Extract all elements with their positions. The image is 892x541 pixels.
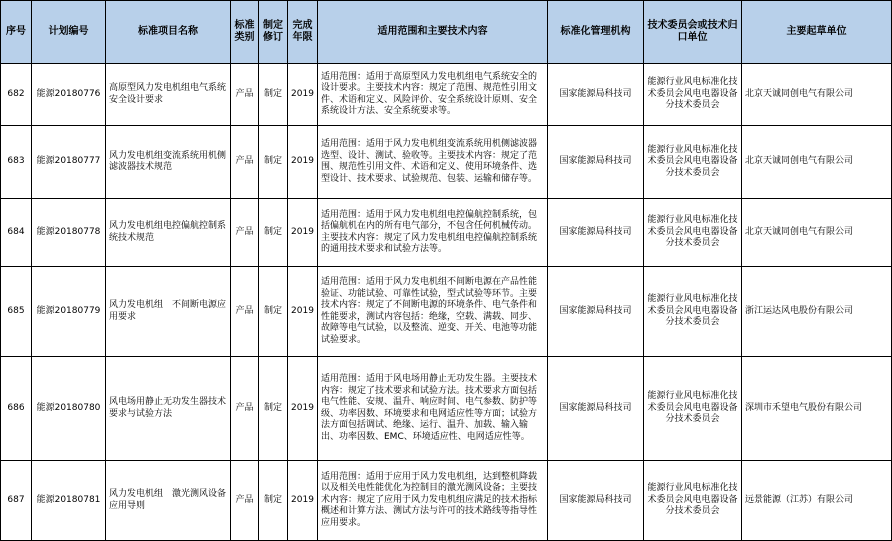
cell-scope: 适用范围：适用于风电场用静止无功发生器。主要技术内容：规定了技术要求和试验方法。技术要求方面包括电气性能、安规、温升、响应时间、电气参数、防护等级、功率因数、环境要求和电网适应性等方面；试验方法方面包括调试、绝缘、运行、温升、加载、输入输出、功率因数、EMC、环境适应性、电网适应性等。 [318, 357, 548, 461]
cell-authority: 国家能源局科技司 [548, 267, 644, 357]
table-row [1, 64, 892, 126]
cell-completion-year: 2019 [288, 126, 318, 199]
cell-seq: 685 [1, 267, 32, 357]
header-row [1, 1, 892, 64]
header-category: 标准类别 [231, 1, 259, 64]
cell-scope: 适用范围：适用于风力发电机组变流系统用机侧滤波器选型、设计、测试、验收等。主要技术内容：规定了范围、规范性引用文件、术语和定义、使用环境条件、选型设计、技术要求、试验规范、包装、运输和储存等。 [318, 126, 548, 199]
cell-plan-no: 能源20180781 [32, 461, 106, 541]
cell-project-name: 高原型风力发电机组电气系统安全设计要求 [106, 64, 231, 126]
table-row [1, 461, 892, 541]
cell-authority: 国家能源局科技司 [548, 461, 644, 541]
table-row [1, 199, 892, 267]
cell-project-name: 风力发电机组变流系统用机侧滤波器技术规范 [106, 126, 231, 199]
cell-category: 产品 [231, 126, 259, 199]
cell-completion-year: 2019 [288, 199, 318, 267]
cell-plan-no: 能源20180780 [32, 357, 106, 461]
cell-scope: 适用范围：适用于应用于风力发电机组，达到整机降载以及相关电性能优化为控制目的激光测风设备；主要技术内容：规定了应用于风力发电机组应满足的技术指标概述和计算方法、测试方法与许可的技术路线等指导性应用要求。 [318, 461, 548, 541]
header-scope: 适用范围和主要技术内容 [318, 1, 548, 64]
cell-drafter: 北京天诚同创电气有限公司 [742, 199, 892, 267]
table-row [1, 357, 892, 461]
cell-plan-no: 能源20180779 [32, 267, 106, 357]
header-authority: 标准化管理机构 [548, 1, 644, 64]
cell-seq: 686 [1, 357, 32, 461]
cell-authority: 国家能源局科技司 [548, 199, 644, 267]
cell-revision-type: 制定 [259, 267, 288, 357]
cell-category: 产品 [231, 267, 259, 357]
cell-project-name: 风力发电机组 激光测风设备 应用导则 [106, 461, 231, 541]
cell-committee: 能源行业风电标准化技术委员会风电电器设备分技术委员会 [644, 126, 742, 199]
cell-authority: 国家能源局科技司 [548, 126, 644, 199]
cell-category: 产品 [231, 461, 259, 541]
cell-authority: 国家能源局科技司 [548, 357, 644, 461]
cell-revision-type: 制定 [259, 357, 288, 461]
cell-seq: 687 [1, 461, 32, 541]
cell-project-name: 风力发电机组 不间断电源应用要求 [106, 267, 231, 357]
cell-revision-type: 制定 [259, 126, 288, 199]
header-plan-no: 计划编号 [32, 1, 106, 64]
header-project-name: 标准项目名称 [106, 1, 231, 64]
header-drafter: 主要起草单位 [742, 1, 892, 64]
cell-committee: 能源行业风电标准化技术委员会风电电器设备分技术委员会 [644, 199, 742, 267]
cell-drafter: 远景能源（江苏）有限公司 [742, 461, 892, 541]
cell-drafter: 北京天诚同创电气有限公司 [742, 126, 892, 199]
table-row [1, 126, 892, 199]
header-completion-year: 完成年限 [288, 1, 318, 64]
cell-completion-year: 2019 [288, 64, 318, 126]
cell-completion-year: 2019 [288, 461, 318, 541]
cell-revision-type: 制定 [259, 461, 288, 541]
cell-seq: 683 [1, 126, 32, 199]
cell-scope: 适用范围：适用于高原型风力发电机组电气系统安全的设计要求。主要技术内容：规定了范围、规范性引用文件、术语和定义、风险评价、安全系统设计原则、安全系统设计方法、安全系统要求等。 [318, 64, 548, 126]
cell-committee: 能源行业风电标准化技术委员会风电电器设备分技术委员会 [644, 267, 742, 357]
cell-category: 产品 [231, 357, 259, 461]
cell-drafter: 北京天诚同创电气有限公司 [742, 64, 892, 126]
cell-project-name: 风电场用静止无功发生器技术要求与试验方法 [106, 357, 231, 461]
table-row [1, 267, 892, 357]
cell-drafter: 浙江运达风电股份有限公司 [742, 267, 892, 357]
cell-drafter: 深圳市禾望电气股份有限公司 [742, 357, 892, 461]
cell-plan-no: 能源20180776 [32, 64, 106, 126]
header-seq: 序号 [1, 1, 32, 64]
cell-category: 产品 [231, 64, 259, 126]
cell-committee: 能源行业风电标准化技术委员会风电电器设备分技术委员会 [644, 64, 742, 126]
cell-committee: 能源行业风电标准化技术委员会风电电器设备分技术委员会 [644, 357, 742, 461]
cell-committee: 能源行业风电标准化技术委员会风电电器设备分技术委员会 [644, 461, 742, 541]
cell-authority: 国家能源局科技司 [548, 64, 644, 126]
cell-scope: 适用范围：适用于风力发电机组电控偏航控制系统，包括偏航机在内的所有电气部分，不包含任何机械传动。主要技术内容：规定了风力发电机组电控偏航控制系统的通用技术要求和试验方法等。 [318, 199, 548, 267]
cell-scope: 适用范围：适用于风力发电机组不间断电源在产品性能验证、功能试验、可靠性试验，型式试验等环节。主要技术内容：规定了不间断电源的环境条件、电气条件和性能要求，测试内容包括：绝缘，空载、满载、同步、故障等电气试验，以及整流、逆变、开关、电池等功能试验要求。 [318, 267, 548, 357]
cell-seq: 684 [1, 199, 32, 267]
cell-completion-year: 2019 [288, 267, 318, 357]
cell-seq: 682 [1, 64, 32, 126]
cell-completion-year: 2019 [288, 357, 318, 461]
cell-revision-type: 制定 [259, 199, 288, 267]
cell-revision-type: 制定 [259, 64, 288, 126]
cell-plan-no: 能源20180778 [32, 199, 106, 267]
cell-plan-no: 能源20180777 [32, 126, 106, 199]
header-revision-type: 制定修订 [259, 1, 288, 64]
cell-category: 产品 [231, 199, 259, 267]
header-committee: 技术委员会或技术归口单位 [644, 1, 742, 64]
cell-project-name: 风力发电机组电控偏航控制系统技术规范 [106, 199, 231, 267]
